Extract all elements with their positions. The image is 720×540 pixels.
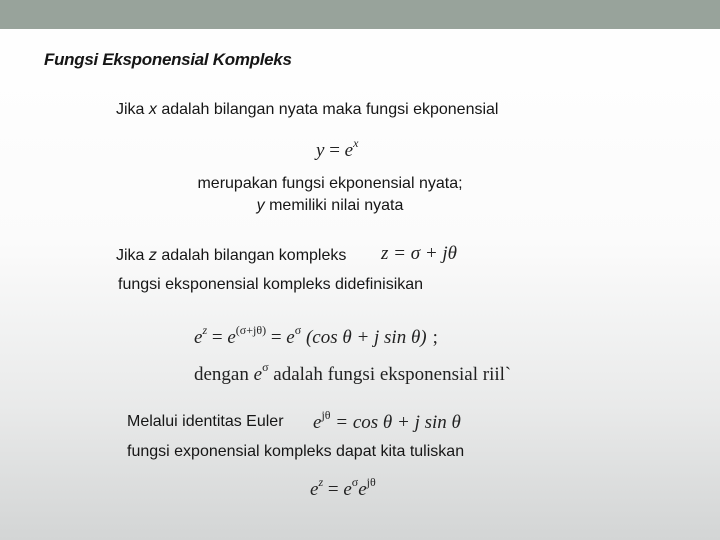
real-value-post: memiliki nilai nyata xyxy=(264,197,404,214)
eq3-base-1: e xyxy=(227,327,236,348)
variable-z: z xyxy=(148,247,157,264)
eq3-lhs-base: e xyxy=(194,327,203,348)
eq4-base: e xyxy=(253,364,263,385)
eq6-exponent-2: σ xyxy=(351,475,359,489)
intro-line-post: adalah bilangan nyata maka fungsi ekponensial xyxy=(156,101,499,118)
eq5-exponent: jθ xyxy=(321,408,331,422)
equation-euler xyxy=(313,408,461,434)
intro-line xyxy=(116,101,498,119)
equation-complex-number: z = σ + jθ xyxy=(381,243,458,264)
complex-line-post: adalah bilangan kompleks xyxy=(156,247,347,264)
equation-real-exponential xyxy=(316,136,358,162)
variable-y: y xyxy=(256,197,265,214)
euler-identity-label: Melalui identitas Euler xyxy=(127,413,284,430)
eq5-base: e xyxy=(313,412,322,433)
real-value-text xyxy=(150,197,510,215)
eq1-exponent: x xyxy=(353,136,359,150)
eq4-post: adalah fungsi eksponensial riil` xyxy=(273,364,512,385)
eq3-semicolon: ; xyxy=(432,327,438,348)
eq6-exponent-1: z xyxy=(318,475,324,489)
equation-product-form xyxy=(310,475,376,501)
intro-line-pre: Jika xyxy=(116,101,149,118)
equation-real-part-note xyxy=(194,360,511,386)
eq5-rest: = cos θ + j sin θ xyxy=(335,412,461,433)
variable-x: x xyxy=(148,101,157,118)
eq3-equals-2: = xyxy=(270,327,282,348)
eq6-base-3: e xyxy=(358,479,367,500)
top-bar xyxy=(0,0,720,29)
definition-line: fungsi eksponensial kompleks didefinisikan xyxy=(118,276,424,293)
eq4-exponent: σ xyxy=(262,360,269,374)
eq3-exponent-1: (σ+jθ) xyxy=(235,323,267,337)
eq1-lhs: y xyxy=(316,140,325,161)
eq1-base: e xyxy=(344,140,354,161)
complex-line-pre: Jika xyxy=(116,247,149,264)
eq6-exponent-3: jθ xyxy=(366,475,376,489)
eq6-base-2: e xyxy=(343,479,352,500)
eq3-equals: = xyxy=(211,327,223,348)
complex-number-line xyxy=(116,247,346,265)
eq6-equals: = xyxy=(327,479,339,500)
slide-title: Fungsi Eksponensial Kompleks xyxy=(44,50,292,69)
conclusion-line: fungsi exponensial kompleks dapat kita tuliskan xyxy=(127,443,465,460)
equation-complex-exponential xyxy=(194,323,438,349)
eq3-trig-part: (cos θ + j sin θ) xyxy=(305,327,427,348)
real-exponential-text: merupakan fungsi ekponensial nyata; xyxy=(197,175,463,192)
eq4-pre: dengan xyxy=(194,364,249,385)
eq3-exponent-2: σ xyxy=(294,323,302,337)
eq6-base-1: e xyxy=(310,479,319,500)
eq1-equals: = xyxy=(329,140,340,161)
eq3-base-2: e xyxy=(286,327,295,348)
eq3-lhs-exponent: z xyxy=(202,323,208,337)
